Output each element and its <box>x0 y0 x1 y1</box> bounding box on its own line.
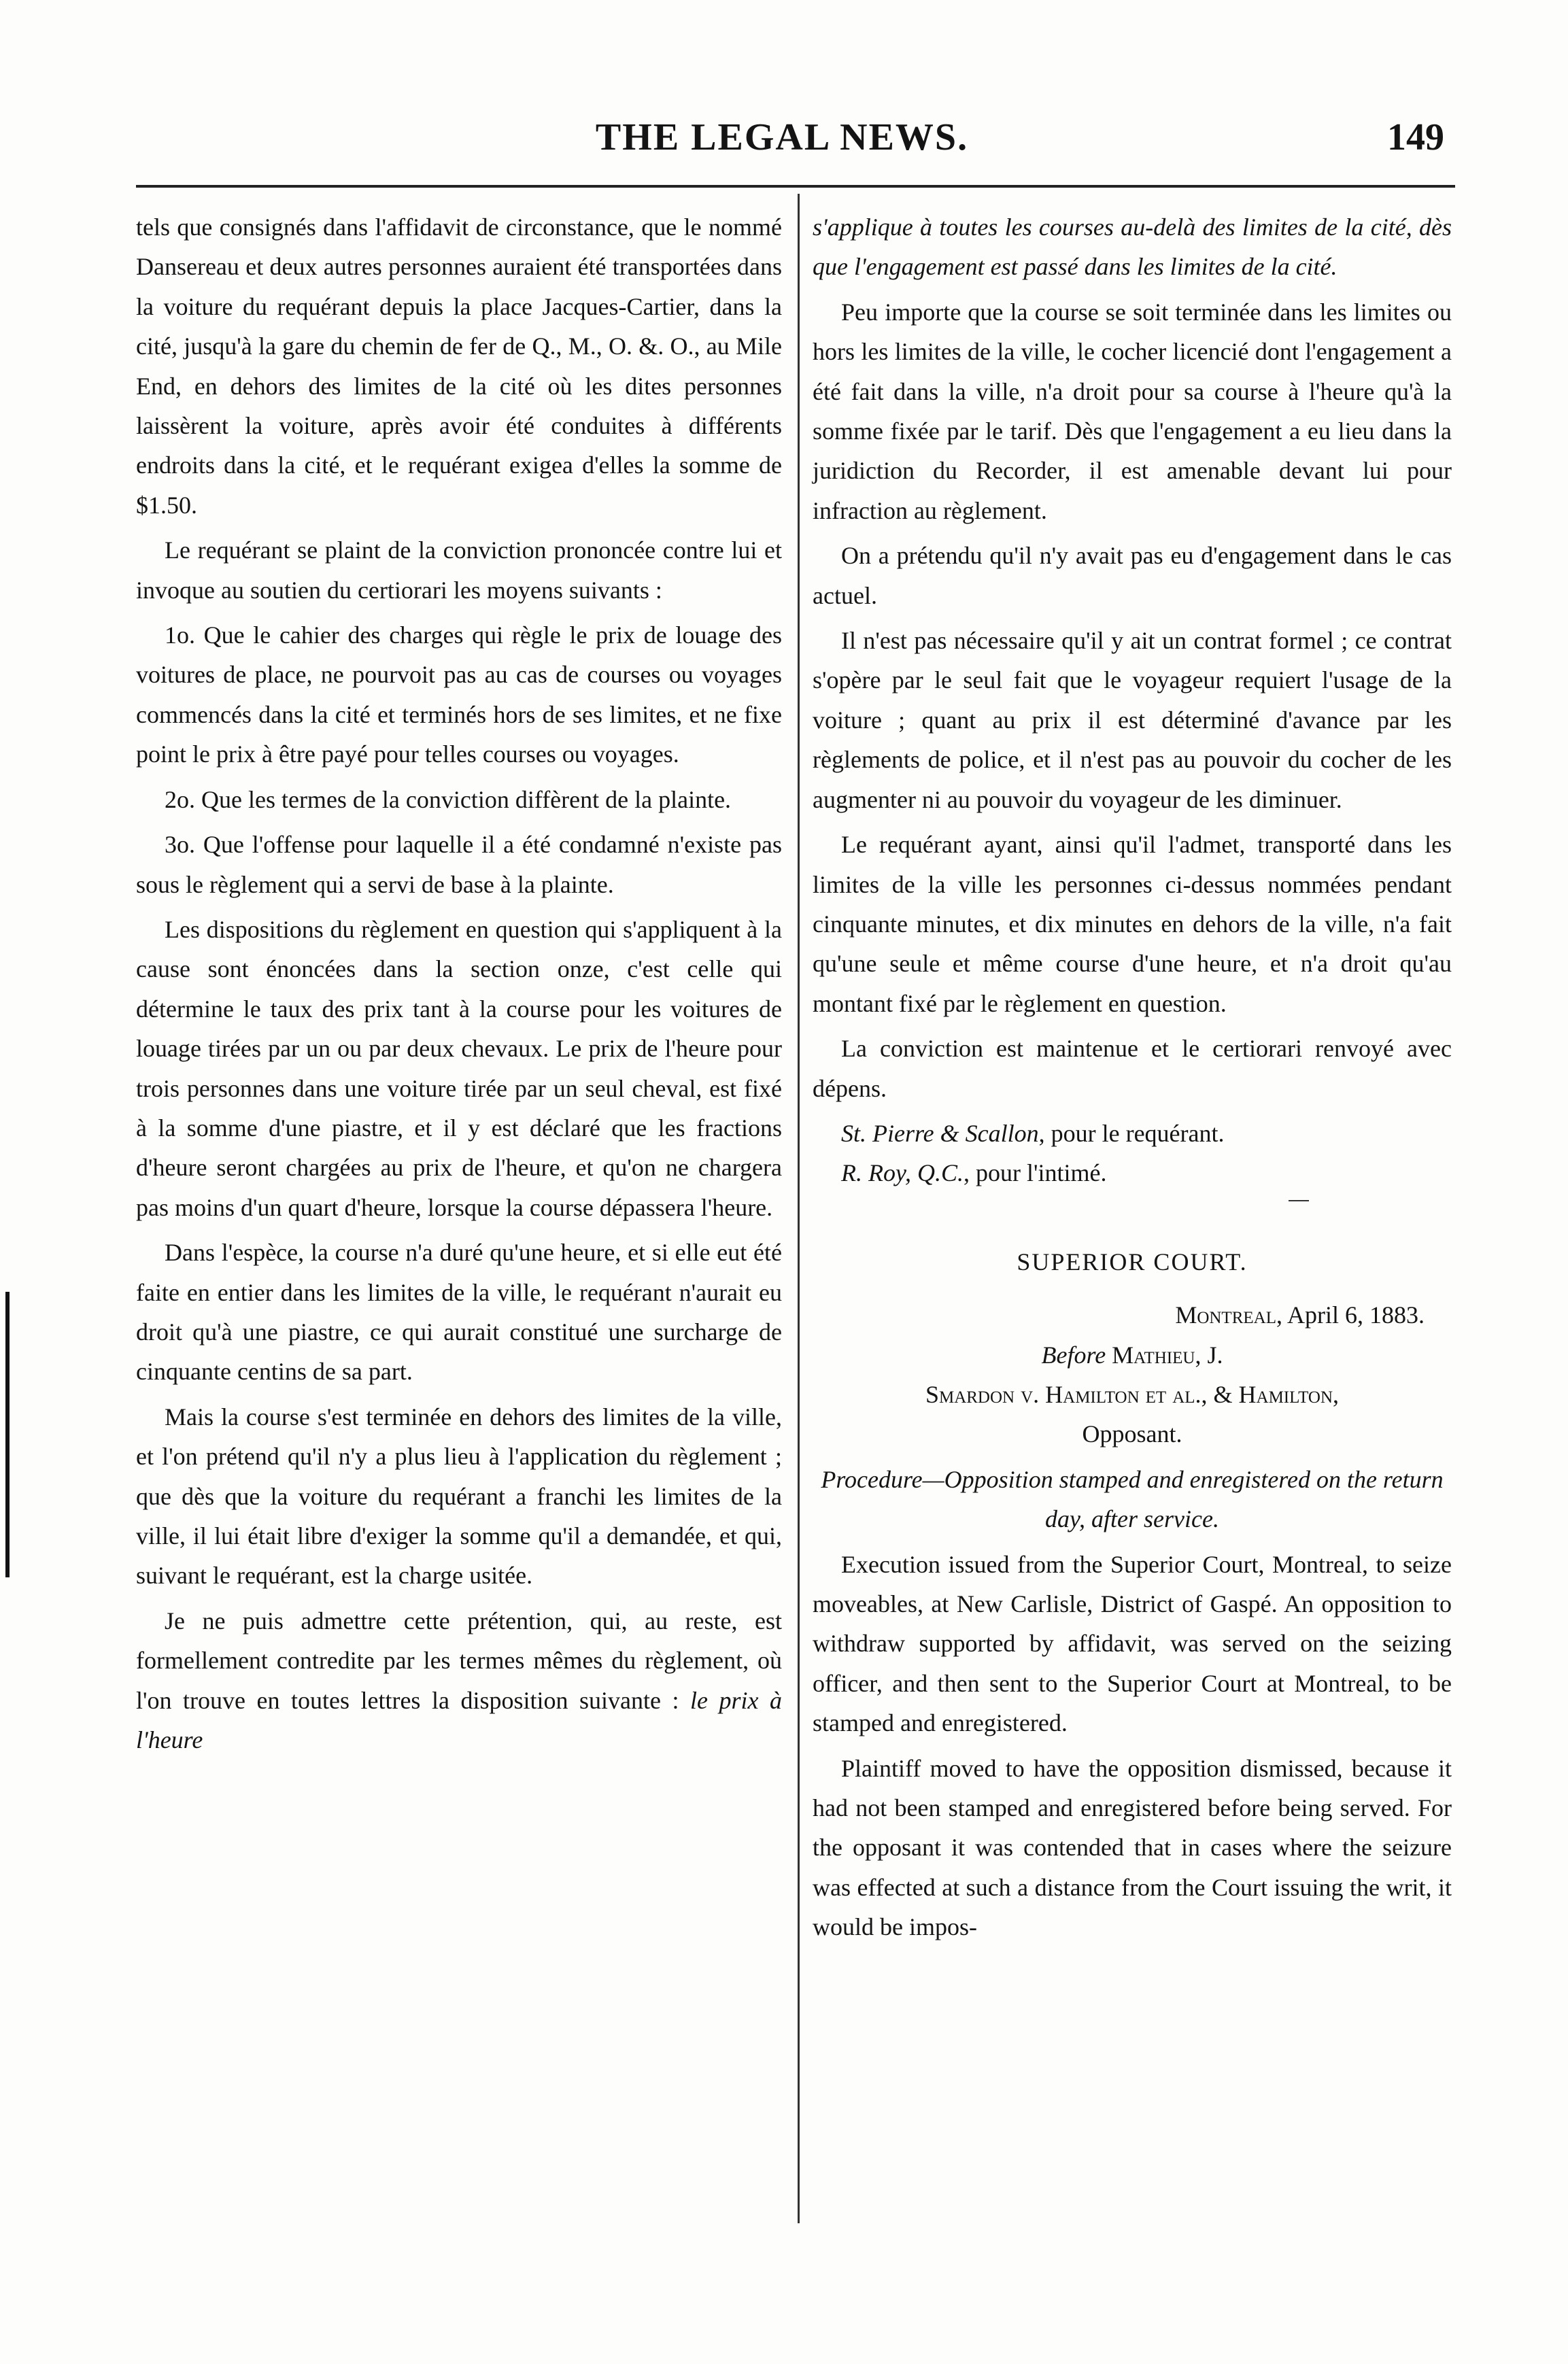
counsel-line <box>813 1153 1452 1193</box>
column-divider <box>798 194 800 2223</box>
binding-margin-mark <box>5 1292 10 1577</box>
separator-dash <box>1289 1200 1309 1201</box>
paragraph: Dans l'espèce, la course n'a duré qu'une heure, et si elle eut été faite en entier dans les limites de la ville, le requérant n'aurait eu droit qu'à une piastre, ce qui aurait constitué une surcharge de cinquante centins de sa part. <box>136 1239 782 1386</box>
court-title: SUPERIOR COURT. <box>1017 1248 1248 1275</box>
page-number: 149 <box>1387 116 1444 158</box>
counsel-role: , pour le requérant. <box>1038 1119 1225 1147</box>
paragraph: On a prétendu qu'il n'y avait pas eu d'engagement dans le cas actuel. <box>813 542 1452 609</box>
court-date <box>813 1295 1452 1335</box>
paragraph: Execution issued from the Superior Court, Montreal, to seize moveables, at New Carlisle, District of Gaspé. An opposition to withdraw supported by affidavit, was served on the seizing officer, and then sent to the Superior Court at Montreal, to be stamped and enregistered. <box>813 1550 1452 1737</box>
header-rule <box>136 185 1455 188</box>
paragraph: Les dispositions du règlement en question qui s'appliquent à la cause sont énoncées dans la section onze, c'est celle qui détermine le taux des prix tant à la course pour les voitures de louage tirées par un ou par deux chevaux. Le prix de l'heure pour trois personnes dans une voiture tirée par un seul cheval, est fixé à la somme d'une piastre, et il y est déclaré que les fractions d'heure seront chargées au prix de l'heure, et qu'on ne chargera pas moins d'un quart d'heure, lorsque la course dépassera l'heure. <box>136 915 782 1221</box>
paragraph: 3o. Que l'offense pour laquelle il a été condamné n'existe pas sous le règlement qui a servi de base à la plainte. <box>136 831 782 898</box>
left-column <box>136 207 782 1765</box>
judge-line <box>813 1335 1452 1375</box>
paragraph: Peu importe que la course se soit terminée dans les limites ou hors les limites de la ville, le cocher licencié dont l'engagement a été fait dans la ville, n'a droit pour sa course à l'heure qu'à la somme fixée par le tarif. Dès que l'engagement a eu lieu dans la juridiction du Recorder, il est amenable devant lui pour infraction au règlement. <box>813 298 1452 524</box>
paragraph-text: Je ne puis admettre cette prétention, qui, au reste, est formellement contredite par les termes mêmes du règlement, où l'on trouve en toutes lettres la disposition suivante : <box>136 1607 782 1714</box>
right-column <box>813 207 1452 1953</box>
paragraph: tels que consignés dans l'affidavit de circonstance, que le nommé Dansereau et deux autres personnes auraient été transportées dans la voiture du requérant depuis la place Jacques-Cartier, dans la cité, jusqu'à la gare du chemin de fer de Q., M., O. &. O., au Mile End, en dehors des limites de la cité où les dites personnes laissèrent la voiture, après avoir été conduites à différents endroits dans la cité, et le requérant exigea d'elles la somme de $1.50. <box>136 213 782 519</box>
journal-title: THE LEGAL NEWS. <box>595 116 969 158</box>
paragraph: 2o. Que les termes de la conviction diffèrent de la plainte. <box>165 785 732 813</box>
headnote: Procedure—Opposition stamped and enregistered on the return day, after service. <box>821 1465 1444 1533</box>
paragraph: Mais la course s'est terminée en dehors des limites de la ville, et l'on prétend qu'il n'y a plus lieu à l'application du règlement ; que dès que la voiture du requérant a franchi les limites de la ville, il lui était libre d'exiger la somme qu'il a demandée, et qui, suivant le requérant, est la charge usitée. <box>136 1403 782 1590</box>
counsel-role: , pour l'intimé. <box>963 1159 1107 1187</box>
italic-quote: le prix à l'heure <box>136 1686 782 1754</box>
court-date-text: , April 6, 1883. <box>1276 1301 1425 1329</box>
counsel-name: St. Pierre & Scallon <box>841 1119 1039 1147</box>
before-word: Before <box>1041 1341 1106 1369</box>
paragraph: La conviction est maintenue et le certiorari renvoyé avec dépens. <box>813 1035 1452 1102</box>
paragraph <box>136 1601 782 1760</box>
paragraph: 1o. Que le cahier des charges qui règle le prix de louage des voitures de place, ne pourvoit pas au cas de courses ou voyages commencés dans la cité et terminés hors de ses limites, et ne fixe point le prix à être payé pour telles courses ou voyages. <box>136 621 782 768</box>
italic-quote-continued: s'applique à toutes les courses au-delà des limites de la cité, dès que l'engagement est passé dans les limites de la cité. <box>813 213 1452 281</box>
court-place: Montreal <box>1175 1301 1276 1329</box>
paragraph: Le requérant ayant, ainsi qu'il l'admet, transporté dans les limites de la ville les personnes ci-dessus nommées pendant cinquante minutes, et dix minutes en dehors de la ville, n'a fait qu'une seule et même course d'une heure, et n'a droit qu'au montant fixé par le règlement en question. <box>813 831 1452 1017</box>
counsel-name: R. Roy, Q.C. <box>841 1159 964 1187</box>
counsel-line <box>813 1114 1452 1153</box>
paragraph: Il n'est pas nécessaire qu'il y ait un contrat formel ; ce contrat s'opère par le seul fait que le voyageur requiert l'usage de la voiture ; quant au prix il est déterminé d'avance par les règlements de police, et il n'est pas au pouvoir du cocher de les augmenter ni au pouvoir du voyageur de les diminuer. <box>813 627 1452 813</box>
running-header <box>0 116 1568 170</box>
case-title: Smardon v. Hamilton et al., & Hamilton, <box>925 1380 1340 1408</box>
paragraph: Plaintiff moved to have the opposition dismissed, because it had not been stamped and enregistered before being served. For the opposant it was contended that in cases where the seizure was effected at such a distance from the Court issuing the writ, it would be impos- <box>813 1754 1452 1941</box>
paragraph: Le requérant se plaint de la conviction prononcée contre lui et invoque au soutien du certiorari les moyens suivants : <box>136 536 782 604</box>
judge-name: Mathieu, J. <box>1112 1341 1223 1369</box>
case-title-party: Opposant. <box>1082 1420 1182 1448</box>
